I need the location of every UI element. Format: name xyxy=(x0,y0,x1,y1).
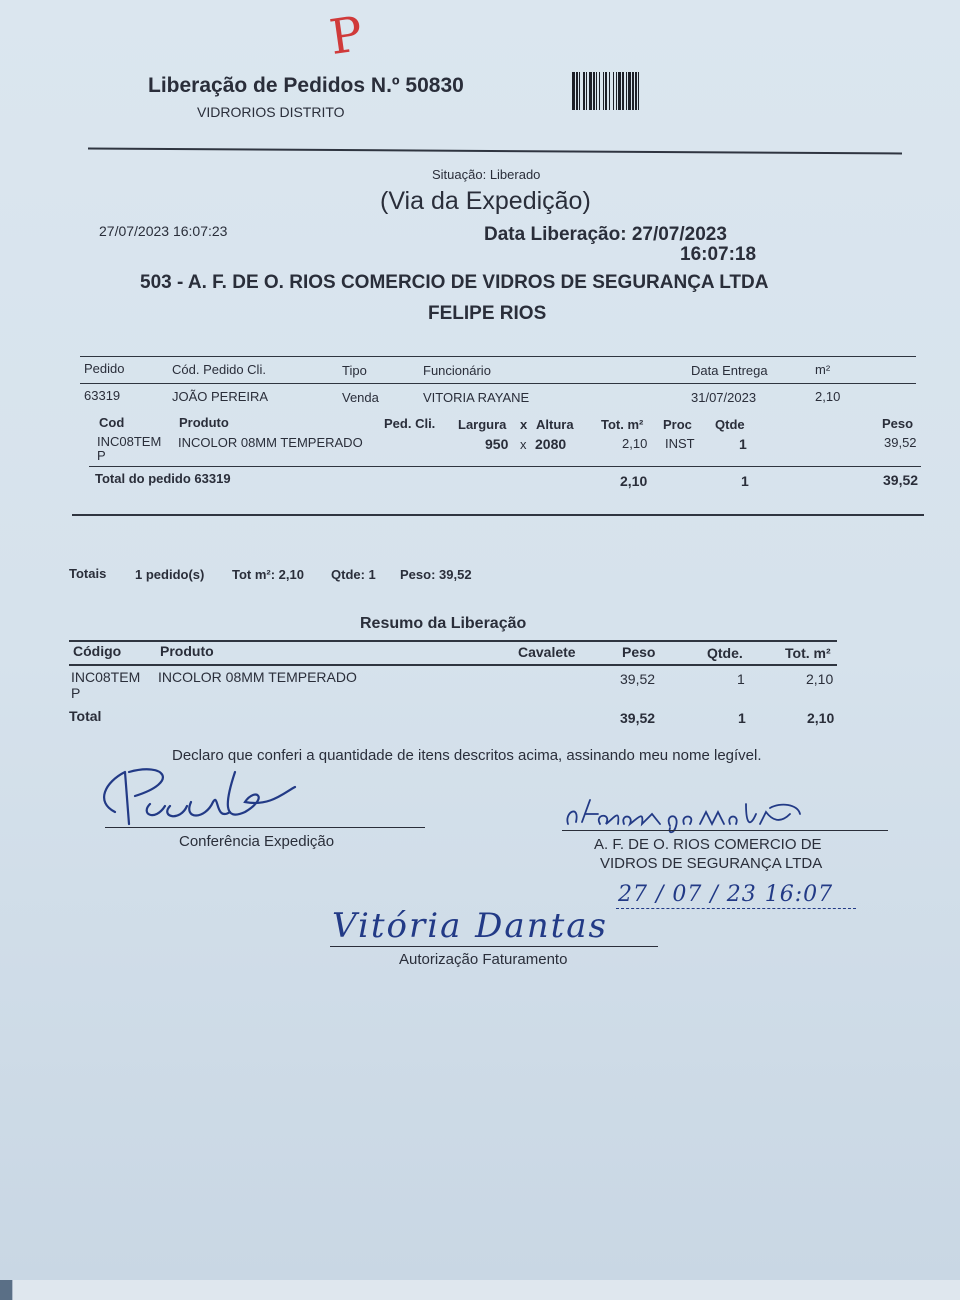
client-name: 503 - A. F. DE O. RIOS COMERCIO DE VIDROS DE SEGURANÇA LTDA xyxy=(140,272,769,293)
header-divider xyxy=(88,148,902,155)
order-cod-cli: JOÃO PEREIRA xyxy=(172,389,269,404)
order-total-label: Total do pedido 63319 xyxy=(95,471,231,486)
totais-qtde: Qtde: 1 xyxy=(331,567,376,582)
handwritten-date: 27 / 07 / 23 16:07 xyxy=(618,882,834,907)
order-data-entrega: 31/07/2023 xyxy=(691,390,757,405)
summary-col-qtde: Qtde. xyxy=(707,645,743,661)
order-tipo: Venda xyxy=(342,390,379,405)
totais-pedidos: 1 pedido(s) xyxy=(135,567,205,582)
declaration-text: Declaro que conferi a quantidade de itens descritos acima, assinando meu nome legível. xyxy=(172,747,762,764)
faturamento-signature-line xyxy=(330,946,658,947)
items-total-rule xyxy=(89,466,921,467)
client-signature xyxy=(560,794,805,834)
date-underline xyxy=(616,908,856,909)
data-liberacao-time: 16:07:18 xyxy=(680,244,757,265)
col-produto: Produto xyxy=(179,415,229,430)
totais-peso: Peso: 39,52 xyxy=(400,567,472,582)
col-peso: Peso xyxy=(882,416,914,431)
order-m2: 2,10 xyxy=(815,389,841,404)
summary-total-m2: 2,10 xyxy=(807,710,835,726)
summary-total-qtde: 1 xyxy=(738,710,746,726)
col-tot-m2: Tot. m² xyxy=(601,417,644,432)
col-data-entrega: Data Entrega xyxy=(691,363,768,378)
col-x: x xyxy=(520,417,528,432)
col-ped-cli: Ped. Cli. xyxy=(384,416,436,431)
item-altura: 2080 xyxy=(535,436,567,452)
col-m2: m² xyxy=(815,362,831,377)
item-proc: INST xyxy=(665,436,695,451)
conferencia-signature-line xyxy=(105,827,425,828)
faturamento-signature: Vitória Dantas xyxy=(332,906,608,946)
client-signature-line xyxy=(562,830,888,831)
totais-label: Totais xyxy=(69,566,107,581)
summary-title: Resumo da Liberação xyxy=(360,615,527,632)
col-pedido: Pedido xyxy=(84,361,125,376)
client-contact: FELIPE RIOS xyxy=(428,303,547,324)
order-funcionario: VITORIA RAYANE xyxy=(423,390,530,405)
col-altura: Altura xyxy=(536,417,574,432)
col-proc: Proc xyxy=(663,417,692,432)
summary-codigo-1: INC08TEM xyxy=(71,669,141,685)
items-bottom-rule xyxy=(72,514,924,516)
barcode-bar xyxy=(639,72,642,110)
totais-m2: Tot m²: 2,10 xyxy=(232,567,304,582)
summary-col-codigo: Código xyxy=(73,643,122,659)
order-pedido: 63319 xyxy=(84,388,121,403)
summary-top-rule xyxy=(69,640,837,642)
conferencia-signature xyxy=(95,762,305,834)
summary-col-tot-m2: Tot. m² xyxy=(785,645,831,661)
summary-total-peso: 39,52 xyxy=(620,710,656,726)
order-total-peso: 39,52 xyxy=(883,472,919,488)
col-funcionario: Funcionário xyxy=(423,363,491,378)
summary-col-peso: Peso xyxy=(622,644,656,660)
col-cod-pedido-cli: Cód. Pedido Cli. xyxy=(172,362,266,377)
summary-qtde: 1 xyxy=(737,671,745,687)
barcode xyxy=(572,72,714,110)
item-largura: 950 xyxy=(485,436,509,452)
client-label-2: VIDROS DE SEGURANÇA LTDA xyxy=(600,855,823,872)
col-cod: Cod xyxy=(99,415,125,430)
summary-produto: INCOLOR 08MM TEMPERADO xyxy=(158,669,357,685)
order-table-header-rule xyxy=(80,383,916,384)
client-label-1: A. F. DE O. RIOS COMERCIO DE xyxy=(594,836,822,853)
col-tipo: Tipo xyxy=(342,363,367,378)
item-cod-1: INC08TEM xyxy=(97,434,162,449)
summary-header-rule xyxy=(69,664,837,666)
item-x: x xyxy=(520,437,527,452)
summary-peso: 39,52 xyxy=(620,671,656,687)
data-liberacao: Data Liberação: 27/07/2023 xyxy=(484,224,727,245)
item-peso: 39,52 xyxy=(884,435,917,450)
order-total-m2: 2,10 xyxy=(620,473,648,489)
via-label: (Via da Expedição) xyxy=(380,187,591,215)
order-total-qtde: 1 xyxy=(741,473,749,489)
summary-col-cavalete: Cavalete xyxy=(518,644,576,660)
summary-tot-m2: 2,10 xyxy=(806,671,834,687)
summary-col-produto: Produto xyxy=(160,643,214,659)
summary-codigo-2: P xyxy=(71,685,81,701)
col-qtde: Qtde xyxy=(715,417,745,432)
item-produto: INCOLOR 08MM TEMPERADO xyxy=(178,435,363,450)
company-name: VIDRORIOS DISTRITO xyxy=(197,104,345,120)
printed-timestamp: 27/07/2023 16:07:23 xyxy=(99,223,228,239)
situacao-label: Situação: Liberado xyxy=(432,167,541,182)
col-largura: Largura xyxy=(458,417,507,432)
summary-total-label: Total xyxy=(69,708,102,724)
order-table-top-rule xyxy=(80,356,916,357)
conferencia-label: Conferência Expedição xyxy=(179,833,335,850)
item-cod-2: P xyxy=(97,448,106,463)
corner-mark: P xyxy=(326,6,367,66)
faturamento-label: Autorização Faturamento xyxy=(399,951,568,968)
document-title: Liberação de Pedidos N.º 50830 xyxy=(148,74,464,97)
item-qtde: 1 xyxy=(739,436,747,452)
item-tot-m2: 2,10 xyxy=(622,436,648,451)
